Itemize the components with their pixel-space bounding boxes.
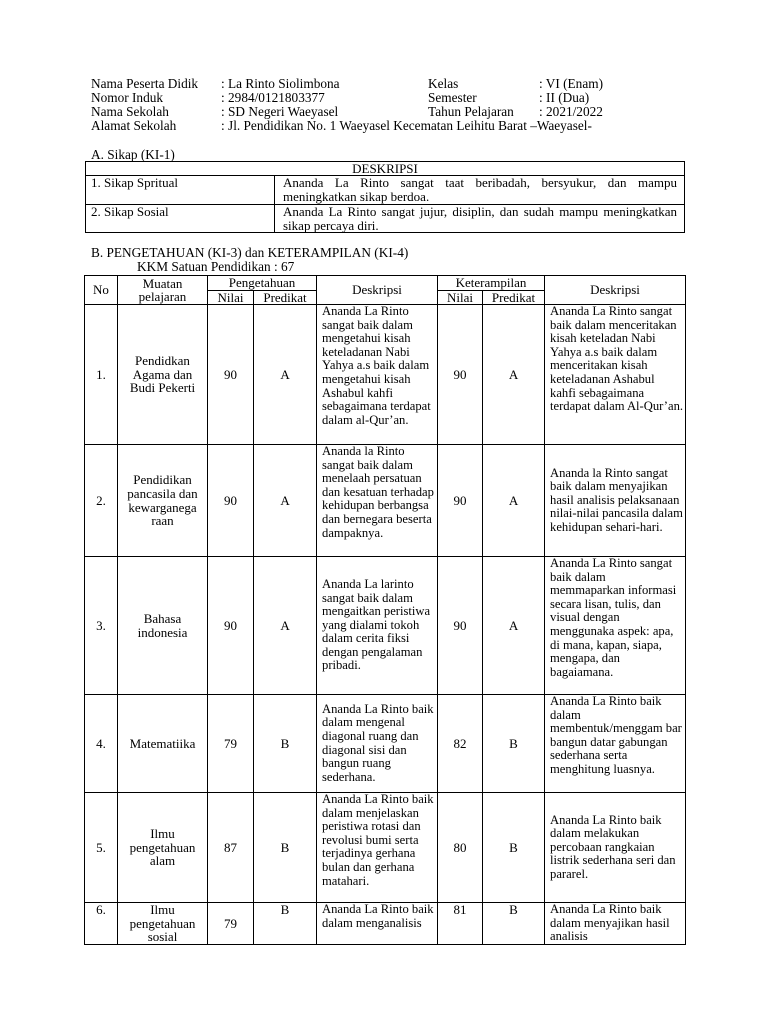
row-subject: Matematiika xyxy=(118,695,208,793)
header-keterampilan: Keterampilan xyxy=(438,276,545,291)
row-desc: Ananda La larinto sangat baik dalam mengaitkan peristiwa yang dialami tokoh dalam cerita fiksi dengan pengalaman pribadi. xyxy=(317,557,438,695)
row-predikat-k: A xyxy=(483,445,545,557)
row-desc-k: Ananda La Rinto baik dalam membentuk/menggam bar bangun datar gabungan sederhana serta menghitung luasnya. xyxy=(545,695,686,793)
sekolah-value: : SD Negeri Waeyasel xyxy=(221,104,339,119)
row-subject: Bahasa indonesia xyxy=(118,557,208,695)
induk-label: Nomor Induk xyxy=(91,90,164,105)
table-row xyxy=(85,557,686,695)
row-subject: Pendidkan Agama dan Budi Pekerti xyxy=(118,305,208,445)
row-nilai-k: 81 xyxy=(438,903,483,945)
tahun-value: : 2021/2022 xyxy=(539,104,603,119)
row-predikat: B xyxy=(254,903,317,945)
row-no: 5. xyxy=(85,793,118,903)
row-subject: Pendidikan pancasila dan kewarganega raan xyxy=(118,445,208,557)
row-no: 1. xyxy=(85,305,118,445)
row-desc: Ananda La Rinto sangat baik dalam mengetahui kisah keteladanan Nabi Yahya a.s baik dalam mengetahui kisah Ashabul kahfi sebagaimana terdapat dalam al-Qur’an. xyxy=(317,305,438,445)
row-nilai-k: 82 xyxy=(438,695,483,793)
table-row xyxy=(86,176,685,205)
nama-label: Nama Peserta Didik xyxy=(91,76,199,91)
table-row xyxy=(86,205,685,233)
row-predikat: B xyxy=(254,695,317,793)
row-predikat: A xyxy=(254,445,317,557)
row-predikat: A xyxy=(254,305,317,445)
sikap-title: A. Sikap (KI-1) xyxy=(91,147,175,162)
row-nilai: 79 xyxy=(208,695,254,793)
row-subject: Ilmu pengetahuan alam xyxy=(118,793,208,903)
row-nilai: 87 xyxy=(208,793,254,903)
row-predikat-k: A xyxy=(483,305,545,445)
row-desc-k: Ananda La Rinto sangat baik dalam menceritakan kisah keteladan Nabi Yahya a.s baik dalam menceritakan kisah keteladanan Ashabul kahfi sebagaimana terdapat dalam Al-Qur’an. xyxy=(545,305,686,445)
row-no: 2. xyxy=(85,445,118,557)
kelas-value: : VI (Enam) xyxy=(539,76,604,91)
row-no: 4. xyxy=(85,695,118,793)
row-nilai: 90 xyxy=(208,305,254,445)
row-predikat-k: B xyxy=(483,793,545,903)
row-desc-k: Ananda La Rinto sangat baik dalam memmaparkan informasi secara lisan, tulis, dan visual dengan menggunaka aspek: apa, di mana, kapan, siapa, mengapa, dan bagaiamana. xyxy=(545,557,686,695)
tahun-label: Tahun Pelajaran xyxy=(428,104,514,119)
row-subject: Ilmu pengetahuan sosial xyxy=(118,903,208,945)
header-no: No xyxy=(85,276,118,305)
row-predikat-k: B xyxy=(483,695,545,793)
pengetahuan-title: B. PENGETAHUAN (KI-3) dan KETERAMPILAN (KI-4) xyxy=(91,245,409,260)
sikap-table xyxy=(85,161,685,233)
row-no: 3. xyxy=(85,557,118,695)
row-nilai-k: 90 xyxy=(438,305,483,445)
header-nilai-keterampilan: Nilai xyxy=(438,290,483,305)
header-nilai: Nilai xyxy=(208,290,254,305)
row-desc-k: Ananda La Rinto baik dalam melakukan percobaan rangkaian listrik sederhana seri dan pararel. xyxy=(545,793,686,903)
semester-label: Semester xyxy=(428,90,477,105)
induk-value: : 2984/0121803377 xyxy=(221,90,325,105)
table-row xyxy=(85,695,686,793)
sikap-label: 2. Sikap Sosial xyxy=(86,205,275,233)
alamat-value: : Jl. Pendidikan No. 1 Waeyasel Kecematan Leihitu Barat –Waeyasel- xyxy=(221,118,592,133)
row-desc: Ananda La Rinto baik dalam menganalisis xyxy=(317,903,438,945)
sekolah-label: Nama Sekolah xyxy=(91,104,169,119)
row-predikat: B xyxy=(254,793,317,903)
row-desc: Ananda La Rinto baik dalam menjelaskan peristiwa rotasi dan revolusi bumi serta terjadinya gerhana bulan dan gerhana matahari. xyxy=(317,793,438,903)
row-nilai: 90 xyxy=(208,557,254,695)
row-predikat-k: A xyxy=(483,557,545,695)
row-desc: Ananda la Rinto sangat baik dalam menelaah persatuan dan kesatuan terhadap kehidupan berbangsa dan bernegara beserta dampaknya. xyxy=(317,445,438,557)
row-nilai-k: 80 xyxy=(438,793,483,903)
row-desc-k: Ananda La Rinto baik dalam menyajikan hasil analisis xyxy=(545,903,686,945)
nilai-table xyxy=(84,275,686,945)
row-predikat: A xyxy=(254,557,317,695)
sikap-desc: Ananda La Rinto sangat jujur, disiplin, dan sudah mampu meningkatkan sikap percaya diri. xyxy=(275,205,685,233)
row-nilai: 79 xyxy=(208,903,254,945)
sikap-label: 1. Sikap Spritual xyxy=(86,176,275,205)
semester-value: : II (Dua) xyxy=(539,90,590,105)
alamat-label: Alamat Sekolah xyxy=(91,118,177,133)
table-row xyxy=(85,903,686,945)
row-nilai: 90 xyxy=(208,445,254,557)
nama-value: : La Rinto Siolimbona xyxy=(221,76,340,91)
table-row xyxy=(85,445,686,557)
header-deskripsi-keterampilan: Deskripsi xyxy=(545,276,686,305)
row-desc-k: Ananda la Rinto sangat baik dalam menyajikan hasil analisis pelaksanaan nilai-nilai pancasila dalam kehidupan sehari-hari. xyxy=(545,445,686,557)
row-nilai-k: 90 xyxy=(438,557,483,695)
header-deskripsi: Deskripsi xyxy=(317,276,438,305)
table-row xyxy=(85,305,686,445)
row-nilai-k: 90 xyxy=(438,445,483,557)
header-predikat: Predikat xyxy=(254,290,317,305)
header-muatan: Muatan pelajaran xyxy=(118,276,208,305)
kkm-label: KKM Satuan Pendidikan : 67 xyxy=(137,259,295,274)
row-no: 6. xyxy=(85,903,118,945)
header-predikat-keterampilan: Predikat xyxy=(483,290,545,305)
table-row xyxy=(85,793,686,903)
sikap-desc: Ananda La Rinto sangat taat beribadah, bersyukur, dan mampu meningkatkan sikap berdoa. xyxy=(275,176,685,205)
kelas-label: Kelas xyxy=(428,76,459,91)
student-info xyxy=(91,77,711,133)
row-predikat-k: B xyxy=(483,903,545,945)
row-desc: Ananda La Rinto baik dalam mengenal diagonal ruang dan diagonal sisi dan bangun ruang sederhana. xyxy=(317,695,438,793)
sikap-header: DESKRIPSI xyxy=(86,162,685,176)
header-pengetahuan: Pengetahuan xyxy=(208,276,317,291)
